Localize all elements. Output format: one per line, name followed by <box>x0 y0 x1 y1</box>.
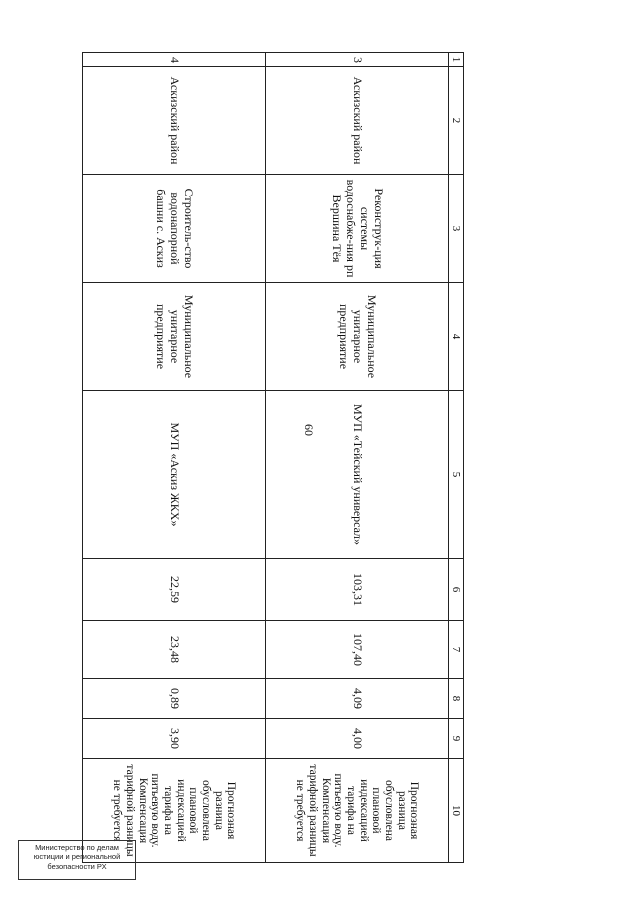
stamp-line: юстиции и региональной <box>33 852 121 862</box>
note-cell: Прогнозная разница обусловлена плановой индексацией тарифа на питьевую воду. Компенсация тарифной разницы не требуется <box>266 759 449 863</box>
header-cell: 1 <box>449 53 464 67</box>
district-cell: Аскизский район <box>266 67 449 175</box>
tariff-table <box>82 52 464 863</box>
header-cell: 3 <box>449 175 464 283</box>
header-cell: 8 <box>449 679 464 719</box>
stamp-line: Министерство по делам <box>35 843 119 852</box>
org-name-cell: МУП «Аскиз ЖКХ» <box>83 391 266 559</box>
value-cell-6: 103,31 <box>266 559 449 621</box>
district-cell: Аскизский район <box>83 67 266 175</box>
page-number: 60 <box>302 424 316 436</box>
value-cell-7: 23,48 <box>83 621 266 679</box>
header-row <box>449 53 464 863</box>
value-cell-8: 0,89 <box>83 679 266 719</box>
ministry-stamp <box>18 840 136 880</box>
header-cell: 2 <box>449 67 464 175</box>
rotated-table-container <box>88 52 464 862</box>
header-cell: 10 <box>449 759 464 863</box>
header-cell: 4 <box>449 283 464 391</box>
value-cell-8: 4,09 <box>266 679 449 719</box>
org-type-cell: Муниципальное унитарное предприятие <box>83 283 266 391</box>
row-number: 3 <box>266 53 449 67</box>
table-row <box>266 53 449 863</box>
org-name-cell: МУП «Тейский универсал» <box>266 391 449 559</box>
project-cell: Строитель-ство водонапорной башни с. Аскиз <box>83 175 266 283</box>
row-number: 4 <box>83 53 266 67</box>
value-cell-9: 3,90 <box>83 719 266 759</box>
table-row <box>83 53 266 863</box>
header-cell: 9 <box>449 719 464 759</box>
org-type-cell: Муниципальное унитарное предприятие <box>266 283 449 391</box>
note-cell: Прогнозная разница обусловлена плановой индексацией тарифа на питьевую воду. Компенсация тарифной разницы не требуется <box>83 759 266 863</box>
header-cell: 5 <box>449 391 464 559</box>
value-cell-6: 22,59 <box>83 559 266 621</box>
project-cell: Реконструк-ция системы водоснабже-ния рп Вершина Тёя <box>266 175 449 283</box>
header-cell: 7 <box>449 621 464 679</box>
value-cell-9: 4,00 <box>266 719 449 759</box>
stamp-line: безопасности РХ <box>47 861 107 871</box>
header-cell: 6 <box>449 559 464 621</box>
value-cell-7: 107,40 <box>266 621 449 679</box>
